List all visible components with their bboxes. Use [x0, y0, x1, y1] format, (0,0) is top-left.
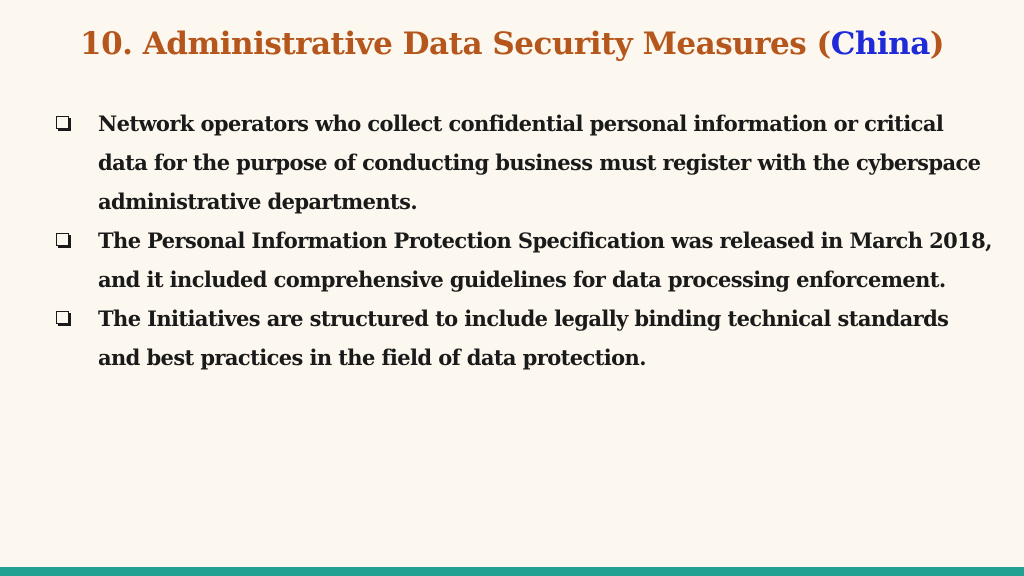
checkbox-bullet-icon: [56, 233, 69, 246]
bullet-text: Network operators who collect confidential personal information or critical data for the purpose of conducting business must register with the cyberspace administrative departments.: [98, 111, 981, 214]
bullet-list: [56, 104, 996, 377]
bullet-item: [56, 221, 996, 299]
title-highlight-china: China: [830, 26, 930, 62]
bullet-item: [56, 299, 996, 377]
checkbox-bullet-icon: [56, 116, 69, 129]
bullet-text: The Personal Information Protection Specification was released in March 2018, and it included comprehensive guidelines for data processing enforcement.: [98, 228, 992, 292]
title-prefix: 10. Administrative Data Security Measures (: [80, 26, 831, 62]
bullet-text: The Initiatives are structured to include legally binding technical standards and best practices in the field of data protection.: [98, 306, 949, 370]
bullet-item: [56, 104, 996, 221]
checkbox-bullet-icon: [56, 311, 69, 324]
title-suffix: ): [929, 26, 944, 62]
bottom-accent-bar: [0, 567, 1024, 576]
slide-title: [0, 26, 1024, 62]
